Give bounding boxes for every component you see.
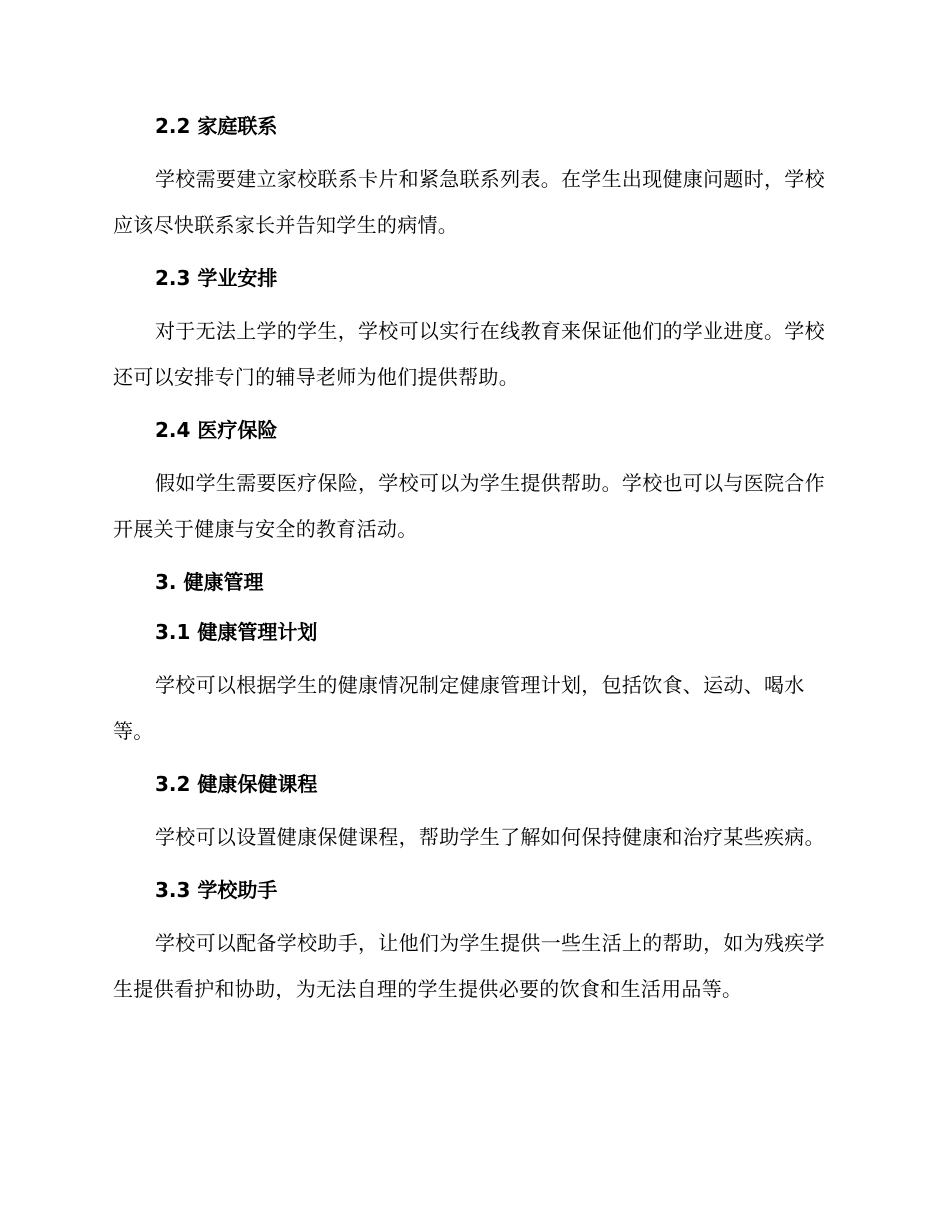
section-heading-2-4: 2.4 医疗保险: [155, 418, 278, 442]
section-heading-3-1: 3.1 健康管理计划: [155, 620, 318, 644]
paragraph-health-plan: 学校可以根据学生的健康情况制定健康管理计划，包括饮食、运动、喝水等。: [113, 673, 805, 743]
paragraph-medical-insurance: 假如学生需要医疗保险，学校可以为学生提供帮助。学校也可以与医院合作开展关于健康与安全的教育活动。: [113, 471, 825, 541]
paragraph-health-course: 学校可以设置健康保健课程，帮助学生了解如何保持健康和治疗某些疾病。: [155, 825, 825, 849]
paragraph-family-contact: 学校需要建立家校联系卡片和紧急联系列表。在学生出现健康问题时，学校应该尽快联系家长并告知学生的病情。: [113, 167, 825, 237]
paragraph-academic-arrangement: 对于无法上学的学生，学校可以实行在线教育来保证他们的学业进度。学校还可以安排专门的辅导老师为他们提供帮助。: [113, 319, 825, 389]
section-heading-2-3: 2.3 学业安排: [155, 266, 278, 290]
section-heading-3-3: 3.3 学校助手: [155, 878, 278, 902]
section-heading-3: 3. 健康管理: [155, 570, 264, 594]
paragraph-school-assistant: 学校可以配备学校助手，让他们为学生提供一些生活上的帮助，如为残疾学生提供看护和协助，为无法自理的学生提供必要的饮食和生活用品等。: [113, 931, 825, 1001]
section-heading-2-2: 2.2 家庭联系: [155, 114, 278, 138]
document-body: [113, 110, 833, 1026]
section-heading-3-2: 3.2 健康保健课程: [155, 772, 318, 796]
